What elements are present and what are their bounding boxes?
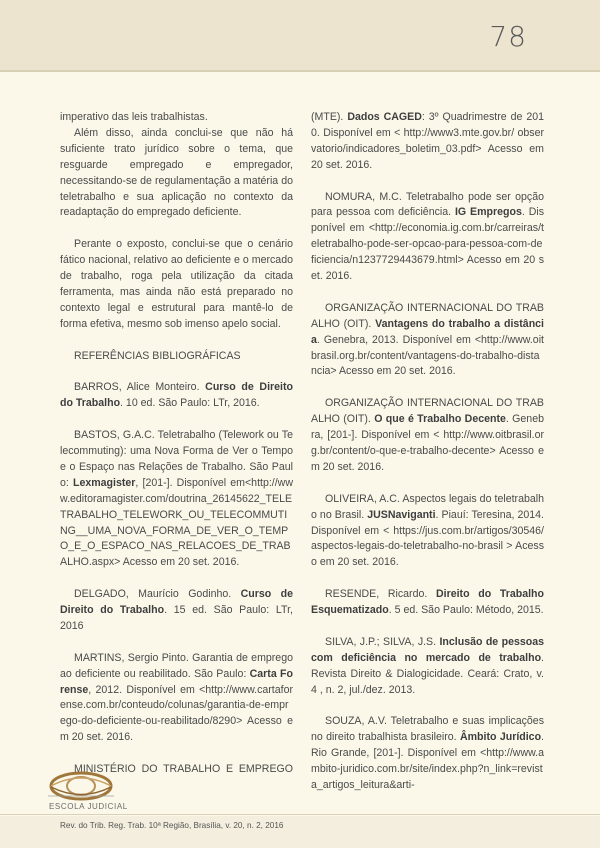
reference-entry: RESENDE, Ricardo. Direito do Trabalho Esquematizado. 5 ed. São Paulo: Método, 2015. — [311, 588, 544, 617]
header-divider — [0, 70, 600, 72]
reference-entry: MARTINS, Sergio Pinto. Garantia de emprego ao deficiente ou reabilitado. São Paulo: Carta Forense, 2012. Disponível em <http://www.cartaforense.com.br/conteudo/colunas/garantia-de-emprego-do-deficiente-ou-reabilitado/8290> Acesso em 20 set. 2016. — [60, 651, 293, 744]
reference-entry: SILVA, J.P.; SILVA, J.S. Inclusão de pessoas com deficiência no mercado de trabalho. Revista Direito & Dialogicidade. Ceará: Crato, v. 4 , n. 2, jul./dez. 2013. — [311, 635, 544, 696]
reference-entry: NOMURA, M.C. Teletrabalho pode ser opção para pessoa com deficiência. IG Empregos. Disponível em <http://economia.ig.com.br/carreiras/teletrabalho-pode-ser-opcao-para-pessoa-com-deficiencia/n1237729443679.html> Acesso em 20 set. 2016. — [311, 190, 544, 283]
paragraph: Perante o exposto, conclui-se que o cenário fático nacional, relativo ao deficiente e o mercado de trabalho, roga pela utilização da citada ferramenta, mas ainda não está preparado no contexto legal e estrutural para mantê-lo de forma efetiva, mesmo sob imenso apelo social. — [60, 238, 293, 330]
paragraph: Além disso, ainda conclui-se que não há suficiente trato jurídico sobre o tema, que resguarde empregado e empregador, necessitando-se de regulamentação a matéria do teletrabalho e sua aplicação no contexto da readaptação do empregado deficiente. — [60, 126, 293, 219]
reference-entry: ORGANIZAÇÃO INTERNACIONAL DO TRABALHO (OIT). Vantagens do trabalho a distância. Genebra, 2013. Disponível em <http://www.oitbrasil.org.br/content/vantagens-do-trabalho-distancia> Acesso em 20 set. 2016. — [311, 301, 545, 378]
reference-entry: OLIVEIRA, A.C. Aspectos legais do teletrabalho no Brasil. JUSNaviganti. Piauí: Teresina, 2014. Disponível em < https://jus.com.br/artigos/30546/aspectos-legais-do-teletrabalho-no-brasil > Acesso em 20 set. 2016. — [311, 492, 544, 569]
right-column — [311, 110, 544, 794]
logo-label: ESCOLA JUDICIAL — [49, 802, 128, 811]
left-column — [60, 110, 293, 778]
reference-entry: (MTE). Dados CAGED: 3º Quadrimestre de 2010. Disponível em < http://www3.mte.gov.br/ observatorio/indicadores_boletim_03.pdf> Acesso em 20 set. 2016. — [311, 111, 544, 171]
footer-divider — [0, 814, 600, 815]
paragraph: imperativo das leis trabalhistas. — [60, 111, 208, 123]
page-number: 78 — [489, 20, 527, 53]
reference-entry: BARROS, Alice Monteiro. Curso de Direito do Trabalho. 10 ed. São Paulo: LTr, 2016. — [60, 381, 293, 410]
reference-entry: MINISTÉRIO DO TRABALHO E EMPREGO — [74, 763, 293, 776]
reference-entry: DELGADO, Maurício Godinho. Curso de Direito do Trabalho. 15 ed. São Paulo: LTr, 2016 — [60, 588, 293, 632]
reference-entry: BASTOS, G.A.C. Teletrabalho (Telework ou Telecommuting): uma Nova Forma de Ver o Tempo e o Espaço nas Relações de Trabalho. São Paulo: Lexmagister, [201-]. Disponível em<http://www.editoramagister.com/doutrina_26145622_TELETRABALHO_TELEWORK_OU_TELECOMMUTING__UMA_NOVA_FORMA_DE_VER_O_TEMPO_E_O_ESPACO_NAS_RELACOES_DE_TRABALHO.aspx> Acesso em 20 set. 2016. — [60, 429, 293, 569]
reference-entry: SOUZA, A.V. Teletrabalho e suas implicações no direito trabalhista brasileiro. Âmbito Jurídico. Rio Grande, [201-]. Disponível em <http://www.ambito-juridico.com.br/site/index.php?n_link=revista_artigos_leitura&arti- — [311, 715, 544, 791]
reference-entry: ORGANIZAÇÃO INTERNACIONAL DO TRABALHO (OIT). O que é Trabalho Decente. Genebra, [201-]. Disponível em < http://www.oitbrasil.org.br/content/o-que-e-trabalho-decente> Acesso em 20 set. 2016. — [311, 397, 544, 473]
footer-citation: Rev. do Trib. Reg. Trab. 10ª Região, Brasília, v. 20, n. 2, 2016 — [60, 821, 284, 830]
references-heading: REFERÊNCIAS BIBLIOGRÁFICAS — [74, 349, 241, 362]
